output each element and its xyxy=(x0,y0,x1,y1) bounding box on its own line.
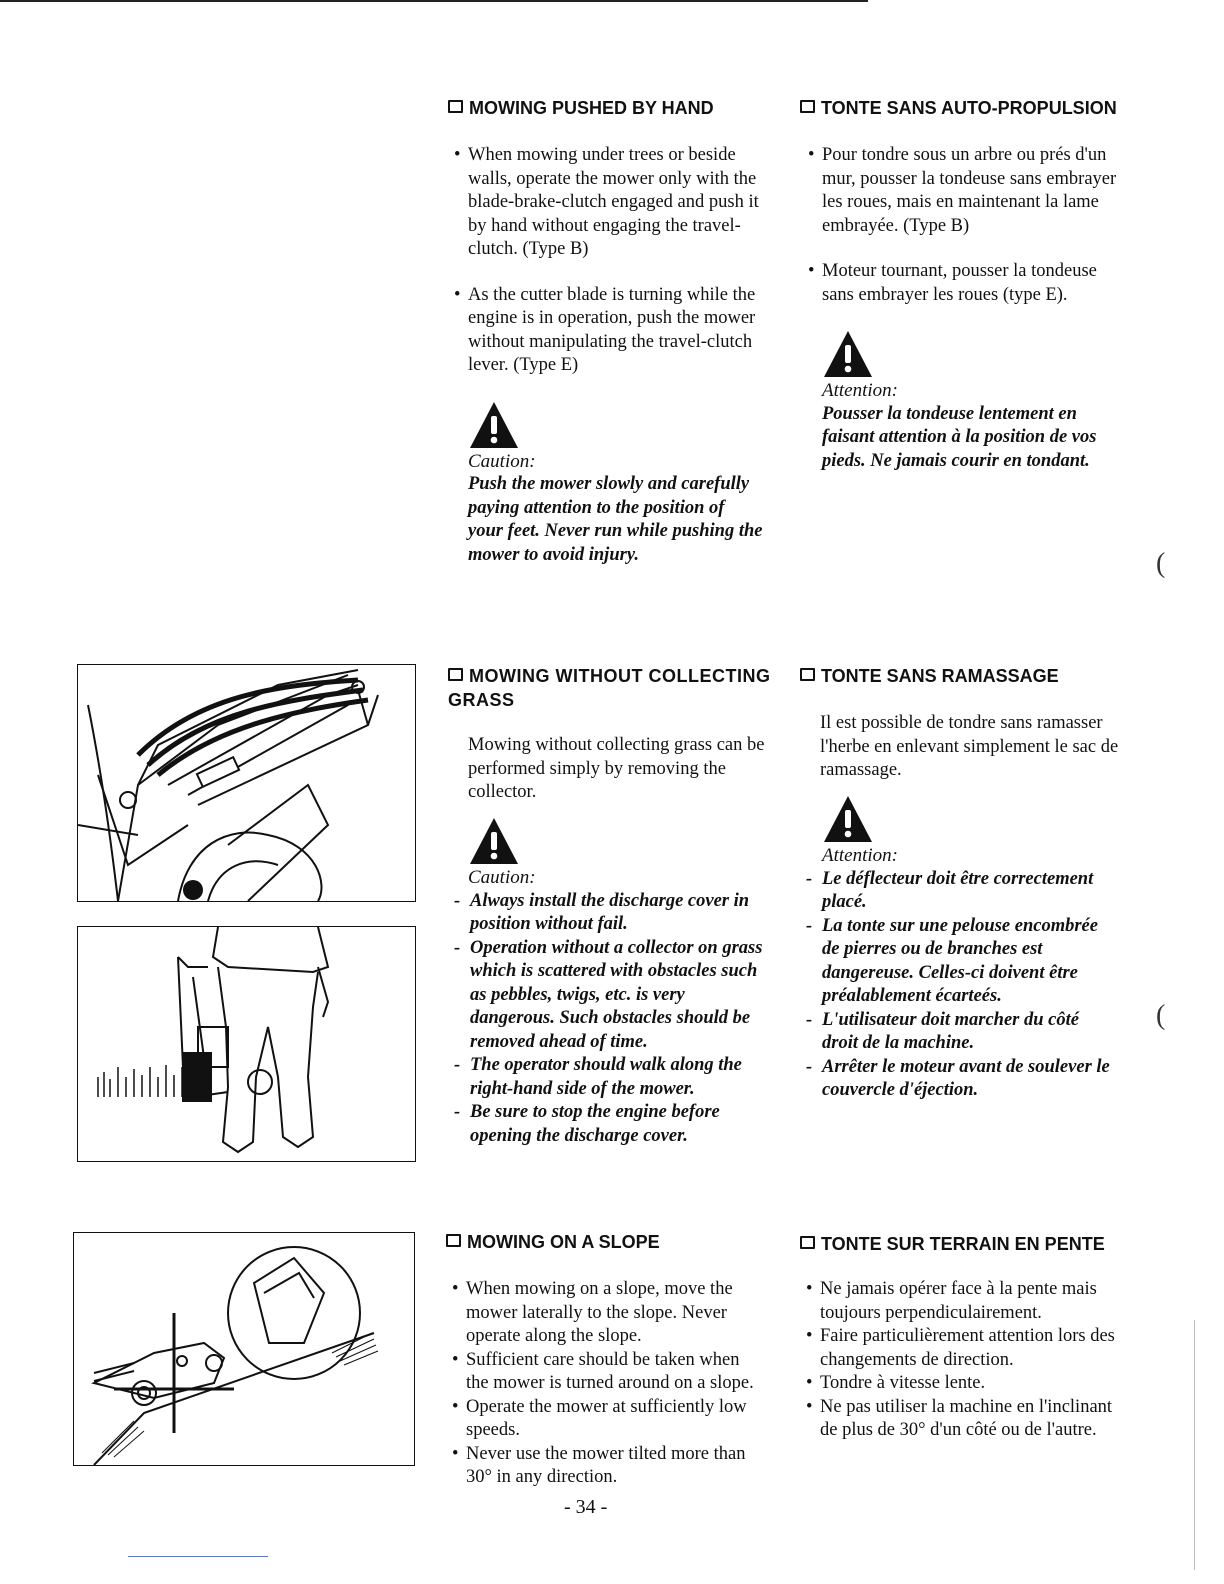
section-heading-en: MOWING ON A SLOPE xyxy=(446,1230,660,1254)
section-heading-en: MOWING WITHOUT COLLECTING GRASS xyxy=(448,666,771,710)
warning-triangle-icon xyxy=(822,794,874,844)
list-item: • Moteur tournant, pousser la tondeuse sans embrayer les roues (type E). xyxy=(808,260,1118,307)
attention-block xyxy=(808,329,1118,473)
list-item: • Tondre à vitesse lente. xyxy=(806,1372,1116,1396)
section-heading-fr: TONTE SANS RAMASSAGE xyxy=(800,664,1059,688)
warning-triangle-icon xyxy=(468,400,520,450)
warning-triangle-icon xyxy=(822,329,874,379)
bottom-rule xyxy=(128,1556,268,1557)
list-item: - Operation without a collector on grass which is scattered with obstacles such as pebbles, twigs, etc. is very dangerous. Such obstacles should be removed ahead of time. xyxy=(454,937,764,1055)
section2-fr-column xyxy=(820,712,1130,801)
section2-en-column xyxy=(468,734,778,823)
top-rule xyxy=(0,0,868,2)
slope-mowing-illustration xyxy=(73,1232,415,1466)
checkbox-square-icon xyxy=(800,668,815,681)
section-heading-fr: TONTE SANS AUTO-PROPULSION xyxy=(800,96,1117,120)
list-item: • When mowing under trees or beside walls, operate the mower only with the blade-brake-clutch engaged and push it by hand without engaging the travel-clutch. (Type B) xyxy=(454,144,764,262)
checkbox-square-icon xyxy=(446,1234,461,1247)
checkbox-square-icon xyxy=(448,100,463,113)
caution-block xyxy=(454,400,764,568)
checkbox-square-icon xyxy=(448,668,463,681)
list-item: - La tonte sur une pelouse encombrée de pierres ou de branches est dangereuse. Celles-ci doivent être préalablement écarteés. xyxy=(806,915,1116,1009)
list-item: • Ne jamais opérer face à la pente mais toujours perpendiculairement. xyxy=(806,1278,1116,1325)
discharge-cover-illustration xyxy=(77,664,416,902)
list-item: • When mowing on a slope, move the mower laterally to the slope. Never operate along the slope. xyxy=(452,1278,762,1349)
attention-title: Attention: xyxy=(822,845,898,866)
page-number: - 34 - xyxy=(564,1496,608,1518)
list-item: - Le déflecteur doit être correctement placé. xyxy=(806,868,1116,915)
section3-en-column xyxy=(452,1278,762,1490)
section2-fr-attention xyxy=(806,794,1116,1103)
list-item: • Never use the mower tilted more than 30° in any direction. xyxy=(452,1443,762,1490)
margin-mark: ( xyxy=(1156,548,1166,579)
attention-text: Pousser la tondeuse lentement en faisant attention à la position de vos pieds. Ne jamais courir en tondant. xyxy=(822,403,1097,471)
attention-title: Attention: xyxy=(822,380,898,401)
caution-text: Push the mower slowly and carefully paying attention to the position of your feet. Never run while pushing the mower to avoid injury. xyxy=(468,474,763,565)
list-item: - The operator should walk along the right-hand side of the mower. xyxy=(454,1054,764,1101)
section1-fr-column xyxy=(808,144,1118,473)
list-item: • Operate the mower at sufficiently low speeds. xyxy=(452,1396,762,1443)
list-item: • As the cutter blade is turning while the engine is in operation, push the mower without manipulating the travel-clutch lever. (Type E) xyxy=(454,284,764,378)
list-item: - L'utilisateur doit marcher du côté droit de la machine. xyxy=(806,1009,1116,1056)
checkbox-square-icon xyxy=(800,100,815,113)
section2-en-caution xyxy=(454,816,764,1148)
checkbox-square-icon xyxy=(800,1236,815,1249)
margin-mark: ( xyxy=(1156,1000,1166,1031)
caution-title: Caution: xyxy=(468,450,536,472)
warning-triangle-icon xyxy=(468,816,520,866)
list-item: - Be sure to stop the engine before opening the discharge cover. xyxy=(454,1101,764,1148)
caution-title: Caution: xyxy=(468,867,536,888)
list-item: - Always install the discharge cover in position without fail. xyxy=(454,890,764,937)
body-text: Mowing without collecting grass can be performed simply by removing the collector. xyxy=(468,735,765,802)
list-item: • Faire particulièrement attention lors des changements de direction. xyxy=(806,1325,1116,1372)
body-text: Il est possible de tondre sans ramasser l'herbe en enlevant simplement le sac de ramassage. xyxy=(820,713,1119,780)
list-item: - Arrêter le moteur avant de soulever le couvercle d'éjection. xyxy=(806,1056,1116,1103)
right-edge-rule xyxy=(1194,1320,1195,1570)
section3-fr-column xyxy=(806,1278,1116,1443)
list-item: • Ne pas utiliser la machine en l'inclinant de plus de 30° d'un côté ou de l'autre. xyxy=(806,1396,1116,1443)
operator-walking-illustration xyxy=(77,926,416,1162)
section-heading-fr: TONTE SUR TERRAIN EN PENTE xyxy=(800,1232,1105,1256)
list-item: • Sufficient care should be taken when the mower is turned around on a slope. xyxy=(452,1349,762,1396)
list-item: • Pour tondre sous un arbre ou prés d'un mur, pousser la tondeuse sans embrayer les roues, mais en maintenant la lame embrayée. (Type B) xyxy=(808,144,1118,238)
section-heading-en: MOWING PUSHED BY HAND xyxy=(448,96,714,120)
section1-en-column xyxy=(454,144,764,567)
